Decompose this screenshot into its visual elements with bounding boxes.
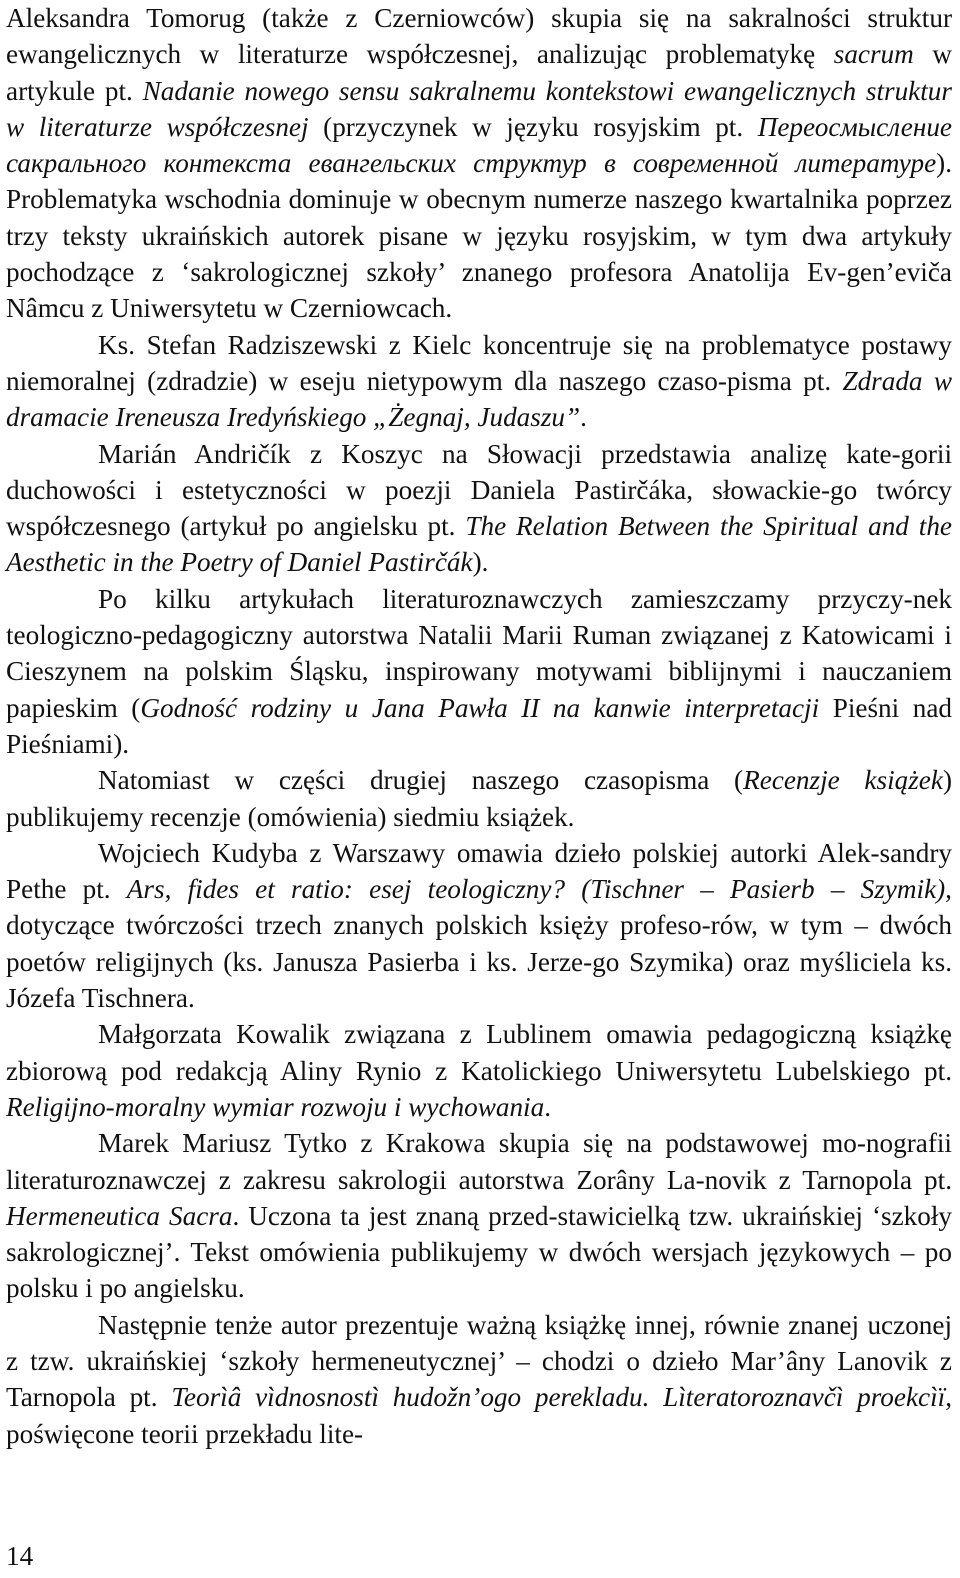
paragraph-3 xyxy=(6,436,952,581)
text-run: ). Problematyka wschodnia dominuje w obecnym numerze naszego kwartalnika poprzez trzy teksty ukraińskich autorek pisane w języku rosyjskim, w tym dwa artykuły pochodzące z ‘sakrologicznej szkoły’ znanego profesora Anatolija Ev-gen’eviča Nâmcu z Uniwersytetu w Czerniowcach. xyxy=(6,148,952,324)
text-run: Natomiast w części drugiej naszego czasopisma ( xyxy=(98,765,744,796)
paragraph-9 xyxy=(6,1307,952,1452)
text-run: Po kilku artykułach literaturoznawczych zamieszczamy przyczy-nek teologiczno-pedagogiczny autorstwa Natalii Marii Ruman związanej z Katowicami i Cieszynem na polskim Śląsku, inspirowany motywami biblijnymi i nauczaniem papieskim ( xyxy=(6,583,952,723)
text-run: ) publikujemy recenzje (omówienia) siedmiu książek. xyxy=(6,765,952,832)
italic-title: Ars, fides et ratio: esej teologiczny? (Tischner – Pasierb – Szymik), xyxy=(126,874,952,905)
italic-title: Teorìâ vìdnosnostì hudožn’ogo perekladu. Lìteratoroznavčì proekcìï xyxy=(171,1382,946,1413)
text-run: . Uczona ta jest znaną przed-stawicielką tzw. ukraińskiej ‘szkoły sakrologicznej’. Tekst omówienia publikujemy w dwóch wersjach językowych – po polsku i po angielsku. xyxy=(6,1200,952,1304)
paragraph-1 xyxy=(6,0,952,327)
body-text xyxy=(6,0,952,1452)
text-run: . xyxy=(580,402,587,433)
paragraph-4 xyxy=(6,581,952,762)
italic-title: Hermeneutica Sacra xyxy=(6,1200,233,1231)
italic-title: The Relation Between the Spiritual and the Aesthetic in the Poetry of Daniel Pastirčák xyxy=(6,511,952,578)
paragraph-5 xyxy=(6,762,952,835)
text-run: w artykule pt. xyxy=(6,39,952,106)
text-run: (przyczynek w języku rosyjskim pt. xyxy=(308,111,758,142)
italic-title: Religijno-moralny wymiar rozwoju i wychowania xyxy=(6,1091,545,1122)
text-run: Marek Mariusz Tytko z Krakowa skupia się na podstawowej mo-nografii literaturoznawczej z zakresu sakrologii autorstwa Zorâny La-novik z Tarnopola pt. xyxy=(6,1128,952,1195)
text-run: Ks. Stefan Radziszewski z Kielc koncentruje się na problematyce postawy niemoralnej (zdradzie) w eseju nietypowym dla naszego czaso-pisma pt. xyxy=(6,329,952,396)
italic-title: Godność rodziny u Jana Pawła II na kanwie interpretacji xyxy=(140,692,820,723)
text-run: Następnie tenże autor prezentuje ważną książkę innej, równie znanej uczonej z tzw. ukraińskiej ‘szkoły hermeneutycznej’ – chodzi o dzieło Mar’âny Lanovik z Tarnopola pt. xyxy=(6,1309,952,1413)
text-run: , poświęcone teorii przekładu lite- xyxy=(6,1382,952,1449)
italic-title: Zdrada w dramacie Ireneusza Iredyńskiego „Żegnaj, Judaszu” xyxy=(6,365,952,433)
text-run: Aleksandra Tomorug (także z Czerniowców) skupia się na sakralności struktur ewangelicznych w literaturze współczesnej, analizując problematykę xyxy=(6,3,952,70)
italic-title: sacrum xyxy=(833,39,914,70)
italic-title: Переосмысление сакрального контекста евангельских структур в современной литературе xyxy=(6,111,952,179)
paragraph-2 xyxy=(6,327,952,436)
italic-title: Nadanie nowego sensu sakralnemu kontekstowi ewangelicznych struktur w literaturze współczesnej xyxy=(6,75,952,142)
text-run: Małgorzata Kowalik związana z Lublinem omawia pedagogiczną książkę zbiorową pod redakcją Aliny Rynio z Katolickiego Uniwersytetu Lubelskiego pt. xyxy=(6,1019,952,1086)
text-run: Pieśni nad Pieśniami). xyxy=(6,692,952,759)
text-run: dotyczące twórczości trzech znanych polskich księży profeso-rów, w tym – dwóch poetów religijnych (ks. Janusza Pasierba i ks. Jerze-go Szymika) oraz myśliciela ks. Józefa Tischnera. xyxy=(6,910,952,1014)
paragraph-6 xyxy=(6,835,952,1016)
text-run: . xyxy=(544,1091,551,1122)
text-run: ). xyxy=(472,547,489,578)
page-number: 14 xyxy=(6,1541,34,1571)
text-run: Marián Andričík z Koszyc na Słowacji przedstawia analizę kate-gorii duchowości i estetyczności w poezji Daniela Pastirčáka, słowackie-go twórcy współczesnego (artykuł po angielsku pt. xyxy=(6,438,952,542)
paragraph-7 xyxy=(6,1016,952,1125)
paragraph-8 xyxy=(6,1125,952,1306)
italic-title: Recenzje książek xyxy=(743,765,943,796)
text-run: Wojciech Kudyba z Warszawy omawia dzieło polskiej autorki Alek-sandry Pethe pt. xyxy=(6,837,952,905)
